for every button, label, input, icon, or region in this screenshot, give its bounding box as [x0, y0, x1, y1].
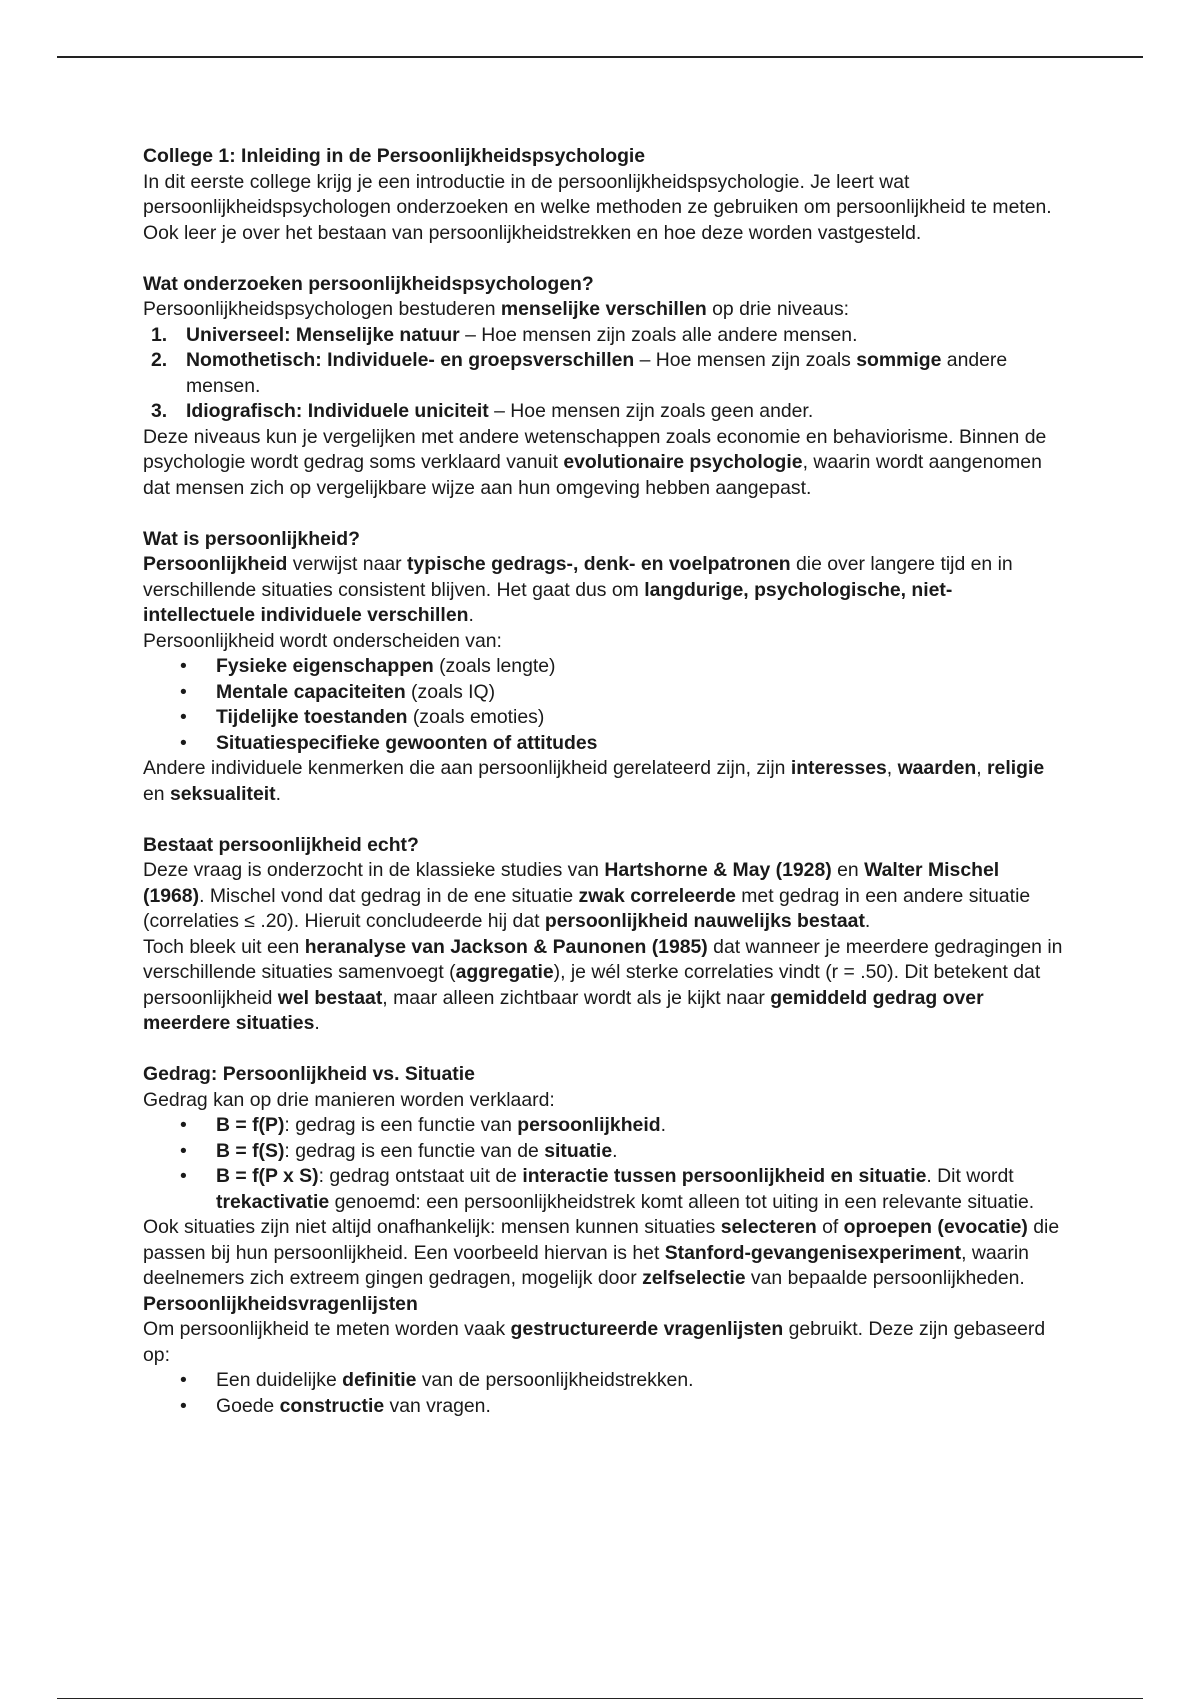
list-item: • Fysieke eigenschappen (zoals lengte)	[143, 654, 1063, 680]
onderscheid-intro: Persoonlijkheid wordt onderscheiden van:	[143, 629, 502, 652]
section-title-vragenlijsten: Persoonlijkheidsvragenlijsten	[143, 1292, 418, 1315]
header-rule	[57, 56, 1143, 58]
document-body	[143, 144, 1063, 1419]
list-item: • B = f(S): gedrag is een functie van de situatie.	[143, 1139, 1063, 1165]
niveaus-intro: Persoonlijkheidspsychologen bestuderen menselijke verschillen op drie niveaus:	[143, 298, 850, 320]
list-item: • B = f(P x S): gedrag ontstaat uit de interactie tussen persoonlijkheid en situatie. Dit wordt trekactivatie genoemd: een persoonlijkheidstrek komt alleen tot uiting in een relevante situatie.	[143, 1164, 1063, 1215]
gedrag-intro: Gedrag kan op drie manieren worden verklaard:	[143, 1088, 555, 1111]
niveaus-list	[143, 323, 1063, 425]
section-title-onderzoeken: Wat onderzoeken persoonlijkheidspsychologen?	[143, 272, 594, 295]
list-item: 1. Universeel: Menselijke natuur – Hoe mensen zijn zoals alle andere mensen.	[151, 323, 858, 346]
list-item: • Goede constructie van vragen.	[143, 1394, 1063, 1420]
heranalyse-paragraph: Toch bleek uit een heranalyse van Jackson & Paunonen (1985) dat wanneer je meerdere gedragingen in verschillende situaties samenvoegt (aggregatie), je wél sterke correlaties vindt (r = .50). Dit betekent dat persoonlijkheid wel bestaat, maar alleen zichtbaar wordt als je kijkt naar gemiddeld gedrag over meerdere situaties.	[143, 935, 1063, 1034]
list-item: 2. Nomothetisch: Individuele- en groepsverschillen – Hoe mensen zijn zoals sommige andere mensen.	[151, 349, 1008, 397]
footer-rule	[57, 1698, 1143, 1699]
onderscheid-list	[143, 654, 1063, 756]
list-item: • Mentale capaciteiten (zoals IQ)	[143, 680, 1063, 706]
vragenlijsten-paragraph: Om persoonlijkheid te meten worden vaak gestructureerde vragenlijsten gebruikt. Deze zijn gebaseerd op:	[143, 1318, 1046, 1366]
mischel-paragraph: Deze vraag is onderzocht in de klassieke studies van Hartshorne & May (1928) en Walter Mischel (1968). Mischel vond dat gedrag in de ene situatie zwak correleerde met gedrag in een andere situatie (correlaties ≤ .20). Hieruit concludeerde hij dat persoonlijkheid nauwelijks bestaat.	[143, 859, 1031, 932]
vragenlijsten-list	[143, 1368, 1063, 1419]
section-title-wat-is: Wat is persoonlijkheid?	[143, 527, 360, 550]
section-title-college-1: College 1: Inleiding in de Persoonlijkheidspsychologie	[143, 145, 646, 167]
definitie-paragraph: Persoonlijkheid verwijst naar typische gedrags-, denk- en voelpatronen die over langere tijd en in verschillende situaties consistent blijven. Het gaat dus om langdurige, psychologische, niet-intellectuele individuele verschillen.	[143, 553, 1013, 626]
intro-paragraph: In dit eerste college krijg je een introductie in de persoonlijkheidspsychologie. Je leert wat persoonlijkheidspsychologen onderzoeken en welke methoden ze gebruiken om persoonlijkheid te meten. Ook leer je over het bestaan van persoonlijkheidstrekken en hoe deze worden vastgesteld.	[143, 170, 1052, 244]
list-item: 3. Idiografisch: Individuele uniciteit – Hoe mensen zijn zoals geen ander.	[151, 400, 814, 422]
section-title-bestaat: Bestaat persoonlijkheid echt?	[143, 833, 419, 856]
list-item: • Tijdelijke toestanden (zoals emoties)	[143, 705, 1063, 731]
niveaus-paragraph: Deze niveaus kun je vergelijken met andere wetenschappen zoals economie en behaviorisme. Binnen de psychologie wordt gedrag soms verklaard vanuit evolutionaire psychologie, waarin wordt aangenomen dat mensen zich op vergelijkbare wijze aan hun omgeving hebben aangepast.	[143, 425, 1047, 499]
situaties-paragraph: Ook situaties zijn niet altijd onafhankelijk: mensen kunnen situaties selecteren of oproepen (evocatie) die passen bij hun persoonlijkheid. Een voorbeeld hiervan is het Stanford-gevangenisexperiment, waarin deelnemers zich extreem gingen gedragen, mogelijk door zelfselectie van bepaalde persoonlijkheden.	[143, 1216, 1060, 1289]
list-item: • Een duidelijke definitie van de persoonlijkheidstrekken.	[143, 1368, 1063, 1394]
list-item: • Situatiespecifieke gewoonten of attitudes	[143, 731, 1063, 757]
list-item: • B = f(P): gedrag is een functie van persoonlijkheid.	[143, 1113, 1063, 1139]
gedrag-list	[143, 1113, 1063, 1215]
section-title-gedrag: Gedrag: Persoonlijkheid vs. Situatie	[143, 1063, 475, 1085]
kenmerken-paragraph: Andere individuele kenmerken die aan persoonlijkheid gerelateerd zijn, zijn interesses, waarden, religie en seksualiteit.	[143, 757, 1045, 805]
